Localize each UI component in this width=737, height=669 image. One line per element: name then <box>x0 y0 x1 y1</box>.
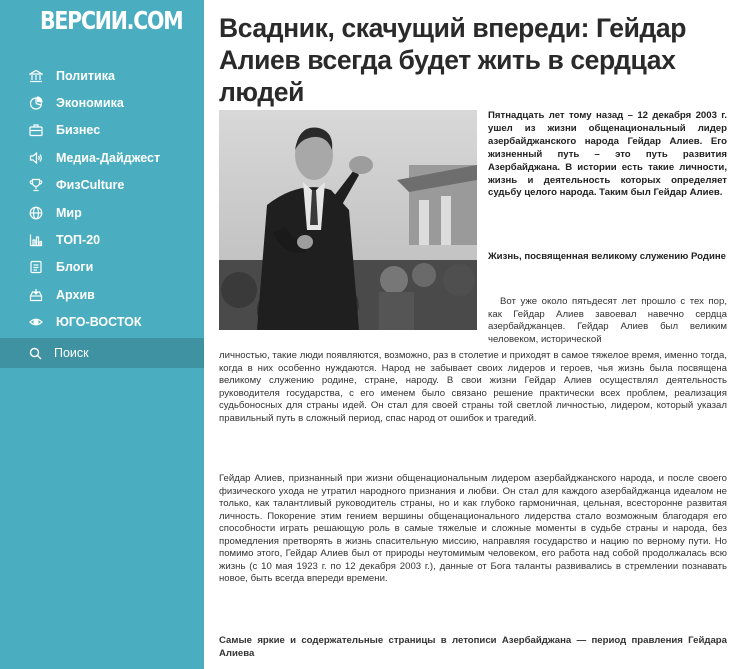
nav-label: Архив <box>56 287 95 302</box>
document-icon <box>29 260 43 274</box>
article-lead: Пятнадцать лет тому назад – 12 декабря 2003 г. ушел из жизни общенациональный лидер азербайджанского народа Гейдар Алиев. Его жизненный путь – это путь развития Азербайджана. В истории есть такие личности, жизнь и деятельность которых определяет судьбу целого народа. Таким был Гейдар Алиев. <box>488 110 727 199</box>
paragraph-2 <box>219 473 727 586</box>
sidebar <box>0 0 204 669</box>
pie-chart-icon <box>29 96 43 110</box>
bank-icon <box>29 69 43 83</box>
search-icon <box>29 347 42 360</box>
article-subhead: Жизнь, посвященная великому служению Родине <box>488 251 727 262</box>
trophy-icon <box>29 178 43 192</box>
nav-item-sport[interactable] <box>0 172 204 199</box>
nav-label: ФизCulture <box>56 178 125 193</box>
nav-label: Бизнес <box>56 123 101 138</box>
eye-icon <box>29 315 43 329</box>
article-title: Всадник, скачущий впереди: Гейдар Алиев всегда будет жить в сердцах людей <box>219 13 687 107</box>
nav-item-archive[interactable] <box>0 281 204 308</box>
nav-label: Политика <box>56 68 115 83</box>
globe-icon <box>29 206 43 220</box>
nav-item-world[interactable] <box>0 199 204 226</box>
nav-item-southeast[interactable] <box>0 309 204 336</box>
nav-label: Медиа-Дайджест <box>56 150 161 165</box>
paragraph-text: личностью, такие люди появляются, возможно, раз в столетие и приходят в самое тяжелое время, именно тогда, когда в них особенно нуждаются. Народ не забывает своих лидеров и героев, чья жизнь была посвящена великому служению родине, стране, народу. В свои жизни Гейдар Алиев осуществлял деятельность руководителя государства, с его именем было связано решение практически всех проблем, реализация судьбоносных для страны идей. Он стал для своей страны той светлой личностью, лидером, который указал правильный путь в сложный период, спас народ от ошибок и трагедий. <box>219 350 727 424</box>
nav-label: ТОП-20 <box>56 233 101 248</box>
main-nav <box>0 62 204 336</box>
nav-label: Блоги <box>56 260 94 275</box>
nav-item-business[interactable] <box>0 117 204 144</box>
nav-item-blogs[interactable] <box>0 254 204 281</box>
archive-icon <box>29 288 43 302</box>
bar-chart-icon <box>29 233 43 247</box>
nav-label: ЮГО-ВОСТОК <box>56 315 142 330</box>
paragraph-text: Гейдар Алиев, признанный при жизни общенациональным лидером азербайджанского народа, и после своего физического ухода не утратил народного признания и любви. Он стал для каждого азербайджанца идеалом не только, как талантливый руководитель страны, но и как глубоко гармоничная, цельная, всесторонне развитая личность. Покорение этим гением вершины общенационального лидерства стало возможным благодаря его способности играть решающую роль в самые тяжелые и сложные моменты в судьбе страны и народа, без промедления претворять в жизнь спасительную миссию, направляя государство и нацию по верному пути. Но помимо этого, Гейдар Алиев был от природы неутомимым человеком, его работа над собой продолжалась всю жизнь (с 10 мая 1923 г. по 12 декабря 2003 г.), данные от Бога таланты развивались в стремлении познавать новое, быть всегда впереди времени. <box>219 473 727 584</box>
site-logo[interactable]: ВЕРСИИ.COM <box>40 6 183 35</box>
nav-item-economy[interactable] <box>0 89 204 116</box>
speaker-icon <box>29 151 43 165</box>
nav-item-media-digest[interactable] <box>0 144 204 171</box>
briefcase-icon <box>29 123 43 137</box>
nav-label: Мир <box>56 205 82 220</box>
nav-item-politics[interactable] <box>0 62 204 89</box>
article-photo <box>219 110 477 330</box>
search-label: Поиск <box>54 346 89 360</box>
paragraph-1-continued <box>219 350 727 425</box>
article-section-heading: Самые яркие и содержательные страницы в летописи Азербайджана — период правления Гейдара Алиева <box>219 635 727 659</box>
nav-label: Экономика <box>56 96 124 111</box>
search-button[interactable] <box>0 338 204 368</box>
nav-item-top20[interactable] <box>0 226 204 253</box>
paragraph-1-start <box>488 296 727 346</box>
paragraph-text: Вот уже около пятьдесят лет прошло с тех пор, как Гейдар Алиев завоевал навечно сердца азербайджанцев. Гейдар Алиев был великим человеком, исторической <box>488 296 727 345</box>
